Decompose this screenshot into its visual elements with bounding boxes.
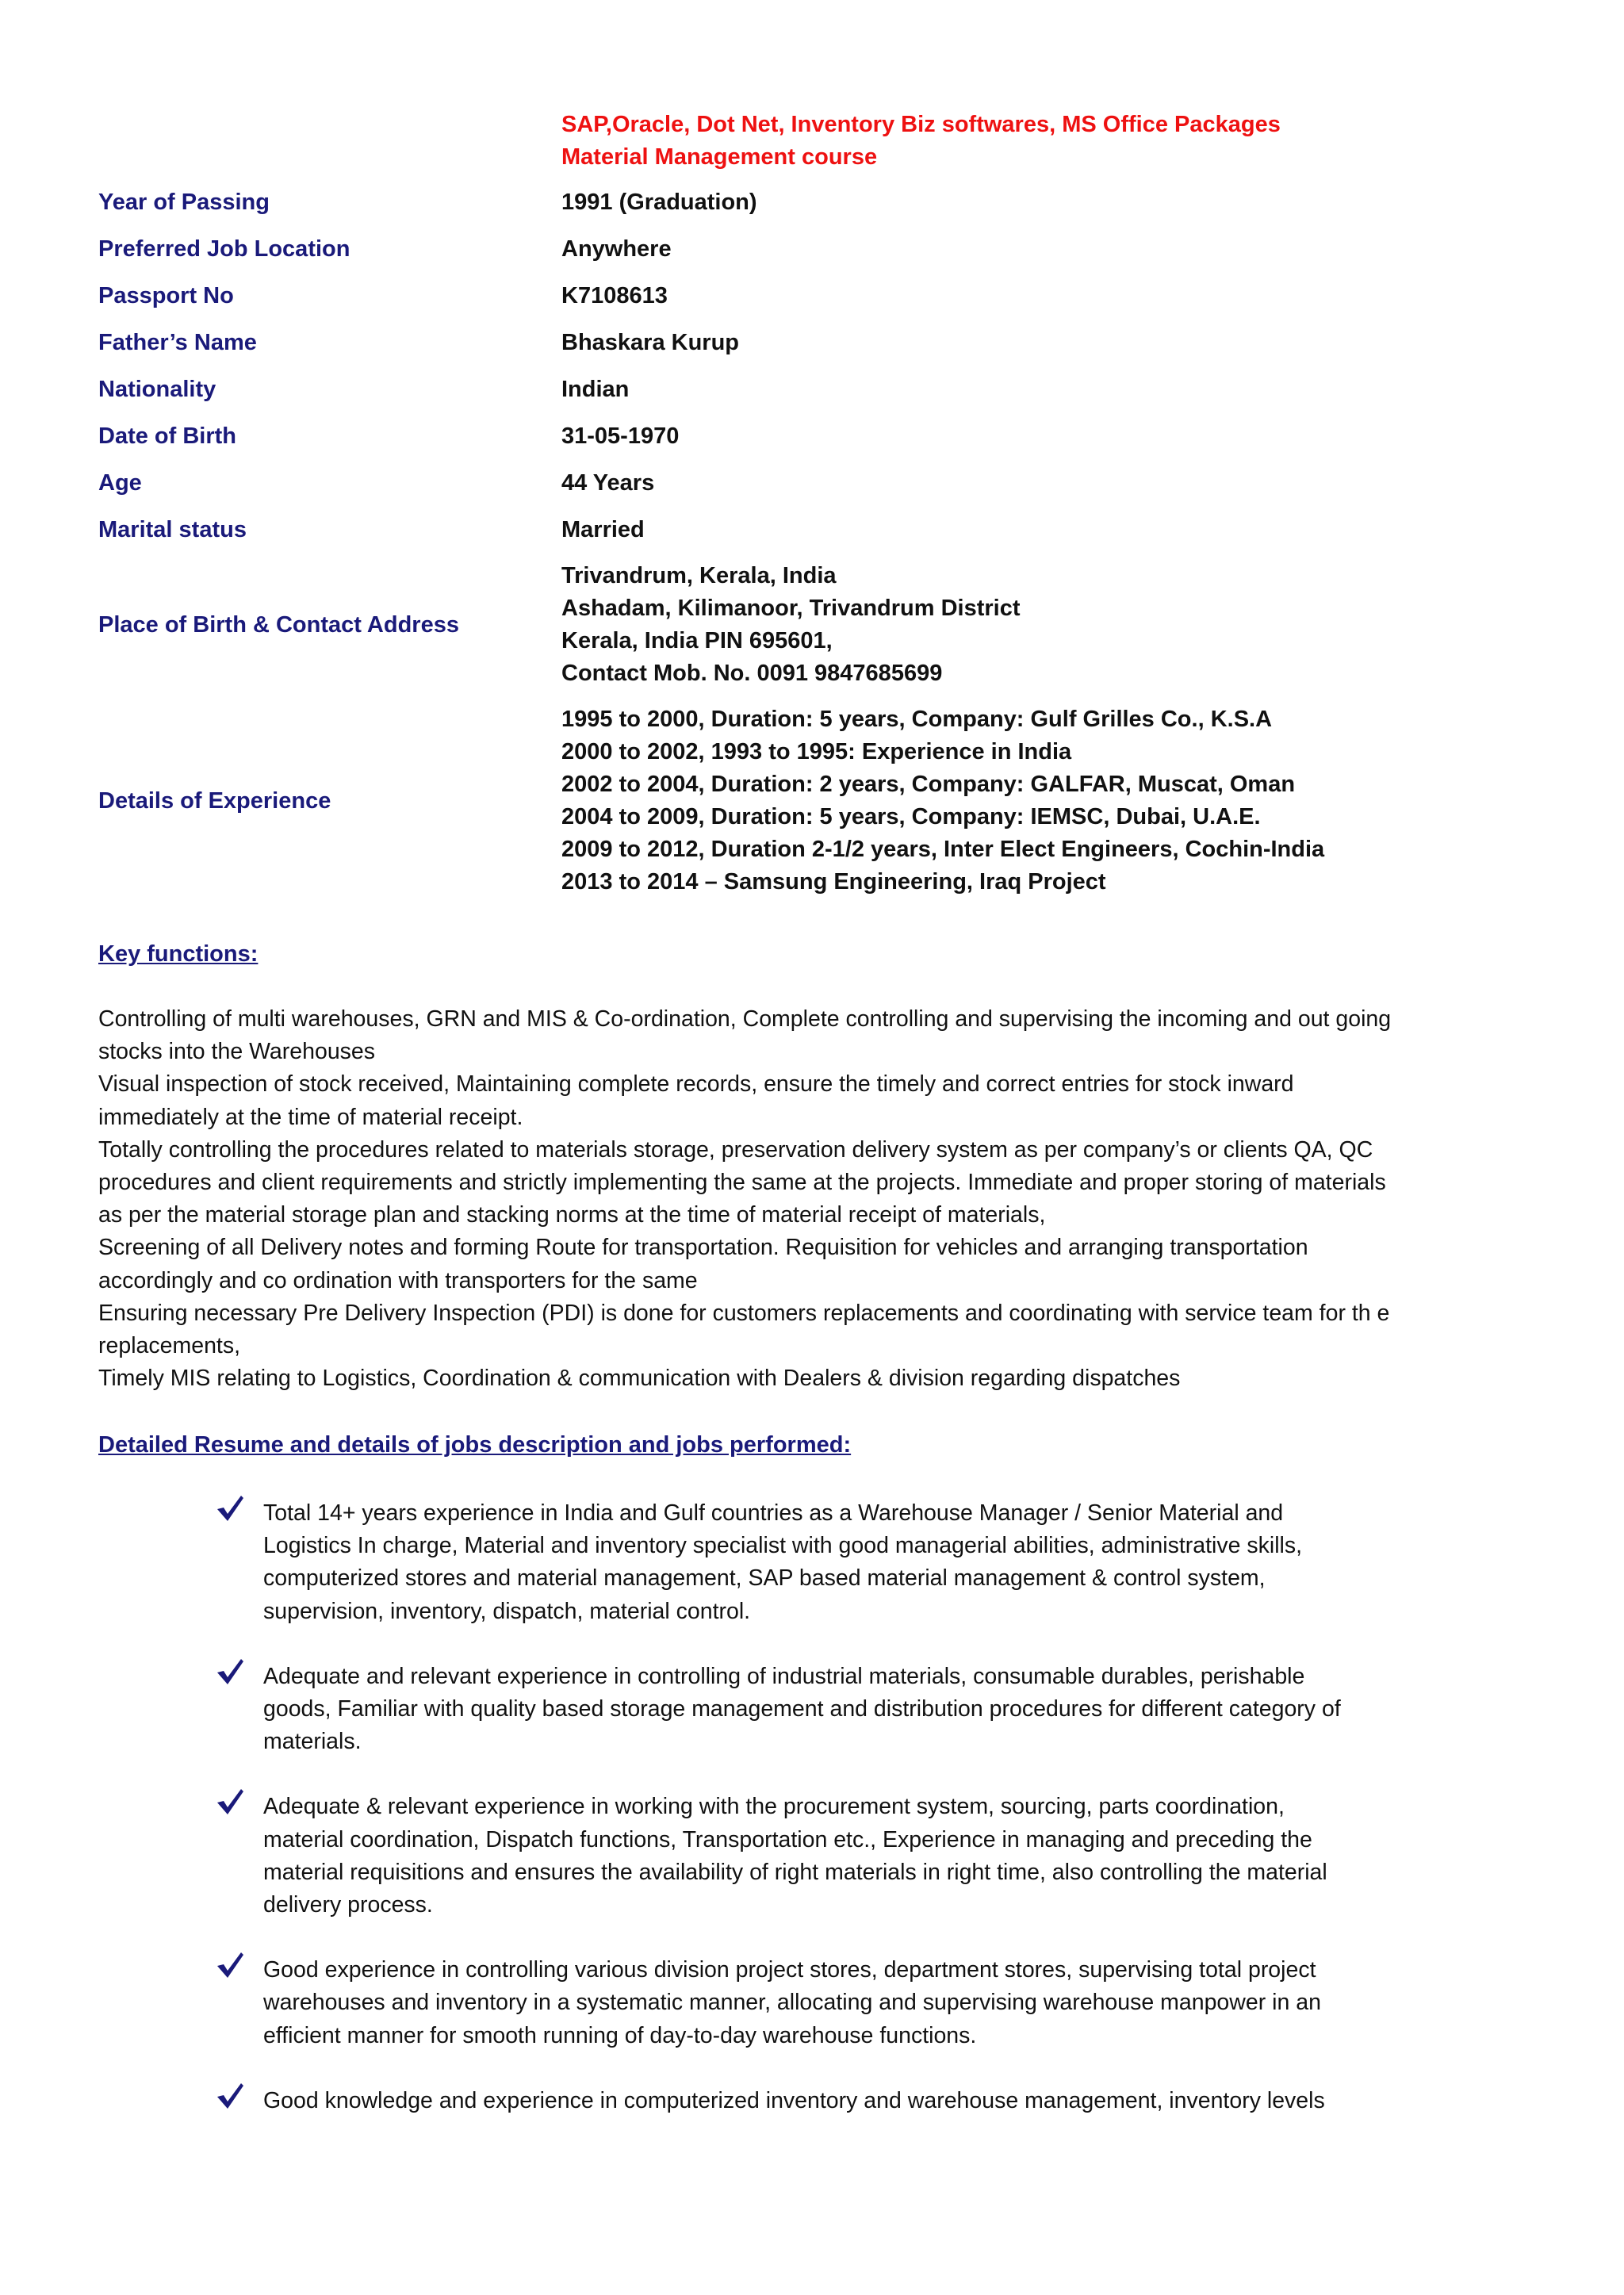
info-value [561,703,1324,898]
bullet-text [263,1791,1515,1921]
info-row-preferred-location [98,232,1526,266]
detailed-bullet-list [214,1497,1515,2150]
key-functions-line: accordingly and co ordination with transporters for the same [98,1267,698,1293]
info-value-line: 1991 (Graduation) [561,189,757,215]
key-functions-line: Visual inspection of stock received, Maintaining complete records, ensure the timely and correct entries for stock inward [98,1071,1294,1098]
bullet-line: Adequate and relevant experience in controlling of industrial materials, consumable durables, perishable [263,1663,1305,1689]
bullet-text [263,1661,1515,1759]
info-value-line: Indian [561,376,630,402]
key-functions-line: Totally controlling the procedures related to materials storage, preservation delivery system as per company’s or clients QA, QC [98,1136,1373,1163]
info-value-line: 1995 to 2000, Duration: 5 years, Company: Gulf Grilles Co., K.S.A [561,707,1273,732]
info-value-line: Kerala, India PIN 695601, [561,628,833,653]
bullet-line: Total 14+ years experience in India and Gulf countries as a Warehouse Manager / Senior Material and [263,1500,1284,1526]
info-value [561,233,672,266]
info-value-line: 2013 to 2014 – Samsung Engineering, Iraq Project [561,869,1106,895]
info-label: Preferred Job Location [98,236,350,262]
checkmark-icon [214,1949,246,1981]
info-value-line: Anywhere [561,236,672,262]
info-label: Age [98,470,142,496]
info-value-line: K7108613 [561,282,668,308]
skills-line: Material Management course [561,144,878,170]
bullet-text [263,1954,1515,2052]
info-value-line: Married [561,516,645,542]
key-functions-line: replacements, [98,1333,241,1359]
bullet-item [214,1661,1515,1759]
bullet-line: material requisitions and ensures the availability of right materials in right time, also controlling the material [263,1859,1327,1885]
info-row-address [98,560,1526,690]
bullet-line: Logistics In charge, Material and inventory specialist with good managerial abilities, administrative skills, [263,1533,1303,1559]
info-value [561,280,668,312]
info-label: Passport No [98,283,234,308]
info-label: Marital status [98,517,247,542]
info-row-nationality [98,373,1526,406]
info-row-age [98,466,1526,500]
key-functions-line: procedures and client requirements and strictly implementing the same at the projects. Immediate and proper storing of materials [98,1170,1386,1196]
bullet-item [214,1497,1515,1628]
info-row-marital-status [98,513,1526,546]
bullet-line: warehouses and inventory in a systematic manner, allocating and supervising warehouse manpower in an [263,1990,1321,2016]
info-row-date-of-birth [98,420,1526,453]
bullet-line: materials. [263,1729,362,1755]
info-value-line: 31-05-1970 [561,423,680,449]
bullet-line: computerized stores and material management, SAP based material management & control system, [263,1565,1266,1592]
bullet-line: supervision, inventory, dispatch, material control. [263,1598,751,1624]
checkmark-icon [214,1786,246,1818]
bullet-line: material coordination, Dispatch functions, Transportation etc., Experience in managing and preceding the [263,1826,1312,1852]
bullet-line: Good knowledge and experience in computerized inventory and warehouse management, inventory levels [263,2087,1325,2113]
bullet-text [263,1497,1515,1628]
info-value-line: 2004 to 2009, Duration: 5 years, Company: IEMSC, Dubai, U.A.E. [561,804,1261,829]
info-value [561,327,739,359]
info-value-line: 44 Years [561,469,655,496]
key-functions-line: as per the material storage plan and stacking norms at the time of material receipt of materials, [98,1202,1046,1228]
key-functions-line: Controlling of multi warehouses, GRN and MIS & Co-ordination, Complete controlling and supervising the incoming and out going [98,1006,1392,1032]
info-row-passport [98,279,1526,312]
personal-details-table [98,186,1526,912]
detailed-resume-heading: Detailed Resume and details of jobs description and jobs performed: [98,1432,852,1458]
info-label: Nationality [98,377,216,402]
checkmark-icon [214,2080,246,2112]
bullet-line: efficient manner for smooth running of day-to-day warehouse functions. [263,2022,977,2048]
info-row-fathers-name [98,326,1526,359]
bullet-item [214,2085,1515,2117]
bullet-item [214,1954,1515,2052]
bullet-line: delivery process. [263,1892,433,1918]
info-label: Place of Birth & Contact Address [98,612,459,638]
skills-block [561,109,1281,174]
info-value [561,374,629,406]
info-value [561,186,757,219]
info-value [561,560,1021,690]
info-row-year-of-passing [98,186,1526,219]
key-functions-line: Screening of all Delivery notes and forming Route for transportation. Requisition for vehicles and arranging transportation [98,1235,1308,1261]
key-functions-line: Timely MIS relating to Logistics, Coordination & communication with Dealers & division regarding dispatches [98,1366,1181,1392]
info-label: Father’s Name [98,330,257,355]
bullet-text [263,2085,1515,2117]
skills-line: SAP,Oracle, Dot Net, Inventory Biz softwares, MS Office Packages [561,112,1281,137]
key-functions-heading: Key functions: [98,941,259,967]
bullet-line: Adequate & relevant experience in working with the procurement system, sourcing, parts coordination, [263,1794,1285,1820]
bullet-item [214,1791,1515,1921]
info-label: Year of Passing [98,190,270,215]
bullet-line: Good experience in controlling various division project stores, department stores, supervising total project [263,1957,1316,1983]
info-value-line: 2000 to 2002, 1993 to 1995: Experience in India [561,739,1072,764]
info-value-line: 2002 to 2004, Duration: 2 years, Company: GALFAR, Muscat, Oman [561,772,1296,797]
info-value-line: Contact Mob. No. 0091 9847685699 [561,661,943,686]
info-label: Date of Birth [98,423,236,449]
bullet-line: goods, Familiar with quality based storage management and distribution procedures for different category of [263,1696,1341,1722]
key-functions-body [98,1003,1526,1395]
key-functions-line: Ensuring necessary Pre Delivery Inspection (PDI) is done for customers replacements and coordinating with service team for th e [98,1300,1390,1326]
info-value-line: Bhaskara Kurup [561,329,740,355]
info-value-line: Ashadam, Kilimanoor, Trivandrum District [561,596,1021,621]
info-value [561,420,679,453]
checkmark-icon [214,1656,246,1688]
info-value [561,467,654,500]
info-value-line: Trivandrum, Kerala, India [561,563,837,588]
info-label: Details of Experience [98,788,331,814]
key-functions-line: stocks into the Warehouses [98,1039,376,1065]
info-row-experience [98,703,1526,898]
info-value [561,514,645,546]
key-functions-line: immediately at the time of material receipt. [98,1104,523,1130]
info-value-line: 2009 to 2012, Duration 2-1/2 years, Inter Elect Engineers, Cochin-India [561,837,1325,862]
checkmark-icon [214,1492,246,1524]
